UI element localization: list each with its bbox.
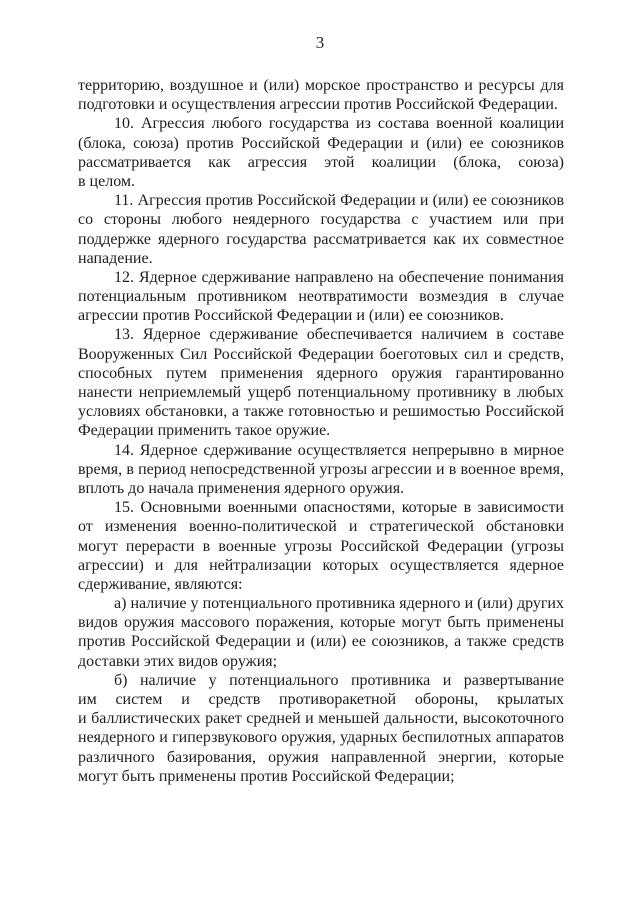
text-line: им систем и средств противоракетной обороны, крылатых — [78, 691, 564, 708]
text-line: рассматривается как агрессия этой коалиции (блока, союза) — [78, 153, 564, 171]
text-line: агрессии против Российской Федерации и (или) ее союзников. — [78, 307, 504, 325]
text-line: доставки этих видов оружия; — [78, 652, 278, 670]
text-line: условиях обстановки, а также готовностью и решимостью Российской — [78, 403, 564, 421]
paragraph — [78, 191, 564, 268]
text-line: различного базирования, оружия направленной энергии, которые — [78, 748, 564, 766]
text-line: потенциальным противником неотвратимости возмездия в случае — [78, 288, 564, 306]
text-line: могут перерасти в военные угрозы Российской Федерации (угрозы — [78, 537, 564, 555]
paragraph — [78, 76, 564, 114]
text-line: б) наличие у потенциального противника и развертывание — [114, 671, 564, 689]
paragraph — [78, 671, 564, 786]
text-line: сдерживание, являются: — [78, 575, 243, 593]
paragraph — [78, 114, 564, 191]
text-line: а) наличие у потенциального противника ядерного и (или) других — [114, 595, 564, 613]
text-line: 11. Агрессия против Российской Федерации и (или) ее союзников — [114, 192, 564, 210]
text-line: видов оружия массового поражения, которые могут быть применены — [78, 614, 564, 632]
text-line: время, в период непосредственной угрозы агрессии и в военное время, — [78, 460, 564, 478]
text-line: поддержке ядерного государства рассматривается как их совместное — [78, 230, 564, 248]
text-line: Федерации применить такое оружие. — [78, 422, 331, 440]
text-line: агрессии) и для нейтрализации которых осуществляется ядерное — [78, 556, 564, 574]
paragraph — [78, 441, 564, 499]
text-line: против Российской Федерации и (или) ее союзников, а также средств — [78, 633, 564, 651]
text-line: в целом. — [78, 172, 136, 190]
paragraph — [78, 594, 564, 671]
paragraph — [78, 268, 564, 326]
text-block — [78, 76, 564, 786]
text-line: 14. Ядерное сдерживание осуществляется непрерывно в мирное — [114, 441, 564, 459]
text-line: от изменения военно-политической и стратегической обстановки — [78, 518, 564, 536]
text-line: (блока, союза) против Российской Федерации и (или) ее союзников — [78, 134, 564, 152]
text-line: со стороны любого неядерного государства с участием или при — [78, 211, 564, 229]
text-line: территорию, воздушное и (или) морское пространство и ресурсы для — [78, 77, 564, 94]
text-line: подготовки и осуществления агрессии против Российской Федерации. — [78, 96, 558, 114]
text-line: неядерного и гиперзвукового оружия, ударных беспилотных аппаратов — [78, 729, 564, 747]
text-line: Вооруженных Сил Российской Федерации боеготовых сил и средств, — [78, 345, 564, 363]
text-line: способных путем применения ядерного оружия гарантированно — [78, 364, 564, 382]
page-number: 3 — [315, 33, 325, 52]
text-line: нанести неприемлемый ущерб потенциальному противнику в любых — [78, 384, 564, 401]
text-line: 15. Основными военными опасностями, которые в зависимости — [114, 499, 564, 517]
text-line: 13. Ядерное сдерживание обеспечивается наличием в составе — [114, 326, 564, 344]
paragraph — [78, 325, 564, 440]
text-line: нападение. — [78, 249, 153, 267]
text-line: 12. Ядерное сдерживание направлено на обеспечение понимания — [114, 268, 564, 286]
paragraph — [78, 498, 564, 594]
text-line: 10. Агрессия любого государства из состава военной коалиции — [114, 115, 564, 133]
text-line: могут быть применены против Российской Федерации; — [78, 767, 455, 785]
text-line: вплоть до начала применения ядерного оружия. — [78, 479, 405, 497]
text-line: и баллистических ракет средней и меньшей дальности, высокоточного — [78, 710, 564, 728]
